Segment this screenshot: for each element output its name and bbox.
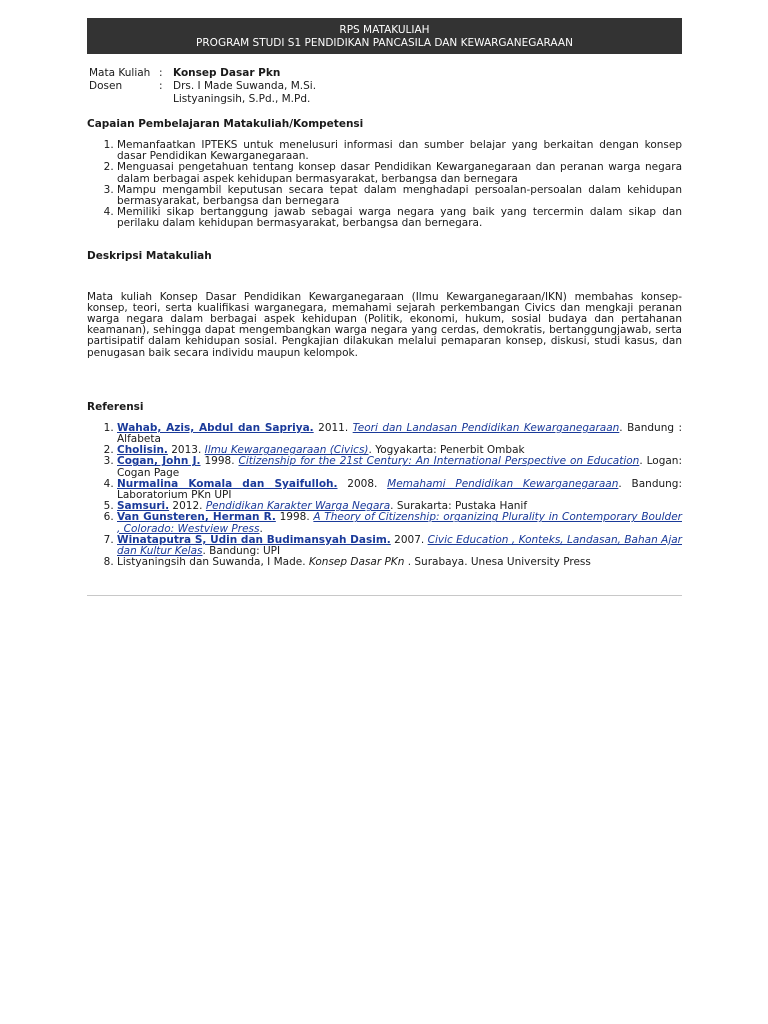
lecturer-list [173,80,682,106]
description-text: Mata kuliah Konsep Dasar Pendidikan Kewarganegaraan (Ilmu Kewarganegaraan/IKN) membahas konsep-konsep, teori, serta kualifikasi warganegara, memahami sejarah perkembangan Civics dan mengkaji peranan warga negara dalam berbagai aspek kehidupan (Politik, ekonomi, hukum, sosial budaya dan pertahanan keamanan), sehingga dapat mengembangkan warga negara yang cerdas, demokratis, bertanggungjawab, serta partisipatif dalam kehidupan sosial. Pengkajian dilakukan melalui pemaparan konsep, diskusi, studi kasus, dan penugasan baik secara individu maupun kelompok. [87,290,682,359]
reference-author-link[interactable]: Van Gunsteren, Herman R. [117,511,276,524]
course-label: Mata Kuliah [89,67,151,79]
reference-publisher: . Logan: Cogan Page [117,455,682,479]
reference-publisher: . Surakarta: Pustaka Hanif [390,500,528,513]
reference-publisher: . [259,522,263,535]
reference-publisher: . Bandung: Laboratorium PKn UPI [117,477,683,502]
reference-publisher: . Surabaya. Unesa University Press [404,556,591,569]
reference-item [117,557,682,568]
reference-title-link[interactable]: Teori dan Landasan Pendidikan Kewarganegaraan [352,421,620,434]
reference-author-link[interactable]: Samsuri. [117,500,170,513]
header-title: RPS MATAKULIAH [339,24,430,36]
reference-author-link[interactable]: Winataputra S, Udin dan Budimansyah Dasim. [117,533,391,546]
course-info [87,67,682,106]
cpl-title: Capaian Pembelajaran Matakuliah/Kompetensi [87,118,364,130]
reference-title: Konsep Dasar PKn [308,556,405,569]
reference-author-link[interactable]: Wahab, Azis, Abdul dan Sapriya. [117,421,314,434]
lecturer-label: Dosen [89,80,123,92]
reference-publisher: . Bandung: UPI [202,545,281,558]
reference-year: 2007. [390,533,428,546]
reference-year: 2008. [337,477,388,490]
reference-year: 1998. [200,455,239,468]
reference-title-link[interactable]: A Theory of Citizenship: organizing Plurality in Contemporary Boulder , Colorado: Westview Press [117,511,682,535]
description-title: Deskripsi Matakuliah [87,249,212,262]
reference-title-link[interactable]: Civic Education , Konteks, Landasan, Bahan Ajar dan Kultur Kelas [117,533,682,558]
reference-author-link[interactable]: Cogan, John J. [117,455,201,468]
reference-item [117,479,682,501]
reference-year: 2013. [167,444,205,457]
references-list [87,423,682,569]
reference-item [117,512,682,534]
reference-title-link[interactable]: Ilmu Kewarganegaraan (Civics) [204,444,369,457]
lecturer-name: Drs. I Made Suwanda, M.Si. [173,80,317,92]
cpl-item: 4. Memiliki sikap bertanggung jawab sebagai warga negara yang baik yang tercermin dalam sikap dan perilaku dalam kehidupan bermasyarakat, berbangsa dan bernegara. [117,207,682,229]
cpl-item: 1. Memanfaatkan IPTEKS untuk menelusuri informasi dan sumber belajar yang berkaitan dengan konsep dasar Pendidikan Kewarganegaraan. [117,140,682,162]
course-row [87,67,682,80]
reference-author-link[interactable]: Nurmalina Komala dan Syaifulloh. [117,477,338,490]
document-page [87,18,682,596]
course-name: Konsep Dasar Pkn [173,67,281,79]
reference-publisher: . Bandung : Alfabeta [117,421,683,446]
reference-year: 2011. [313,421,353,434]
reference-item [117,456,682,478]
cpl-item: 3. Mampu mengambil keputusan secara tepat dalam menghadapi persoalan-persoalan dalam kehidupan bermasyarakat, berbangsa dan bernegara [117,185,682,207]
divider [87,595,682,596]
references-title: Referensi [87,400,144,413]
lecturer-name: Listyaningsih, S.Pd., M.Pd. [173,93,311,105]
document-header [87,18,682,54]
cpl-list [87,140,682,230]
reference-item [117,535,682,557]
reference-author: Listyaningsih dan Suwanda, I Made. [117,556,309,569]
reference-title-link[interactable]: Citizenship for the 21st Century: An International Perspective on Education [238,455,640,468]
reference-title-link[interactable]: Memahami Pendidikan Kewarganegaraan [387,477,619,490]
reference-author-link[interactable]: Cholisin. [117,444,168,457]
colon: : [159,80,163,92]
reference-publisher: . Yogyakarta: Penerbit Ombak [368,444,525,457]
reference-year: 1998. [275,511,314,524]
reference-year: 2012. [169,500,206,513]
colon: : [159,67,163,79]
reference-item [117,423,682,445]
lecturer-row [87,80,682,106]
reference-title-link[interactable]: Pendidikan Karakter Warga Negara [205,500,391,513]
cpl-item: 2. Menguasai pengetahuan tentang konsep dasar Pendidikan Kewarganegaraan dan peranan warga negara dalam berbagai aspek kehidupan bermasyarakat, berbangsa dan bernegara [117,162,682,184]
header-program: PROGRAM STUDI S1 PENDIDIKAN PANCASILA DAN KEWARGANEGARAAN [196,37,573,49]
